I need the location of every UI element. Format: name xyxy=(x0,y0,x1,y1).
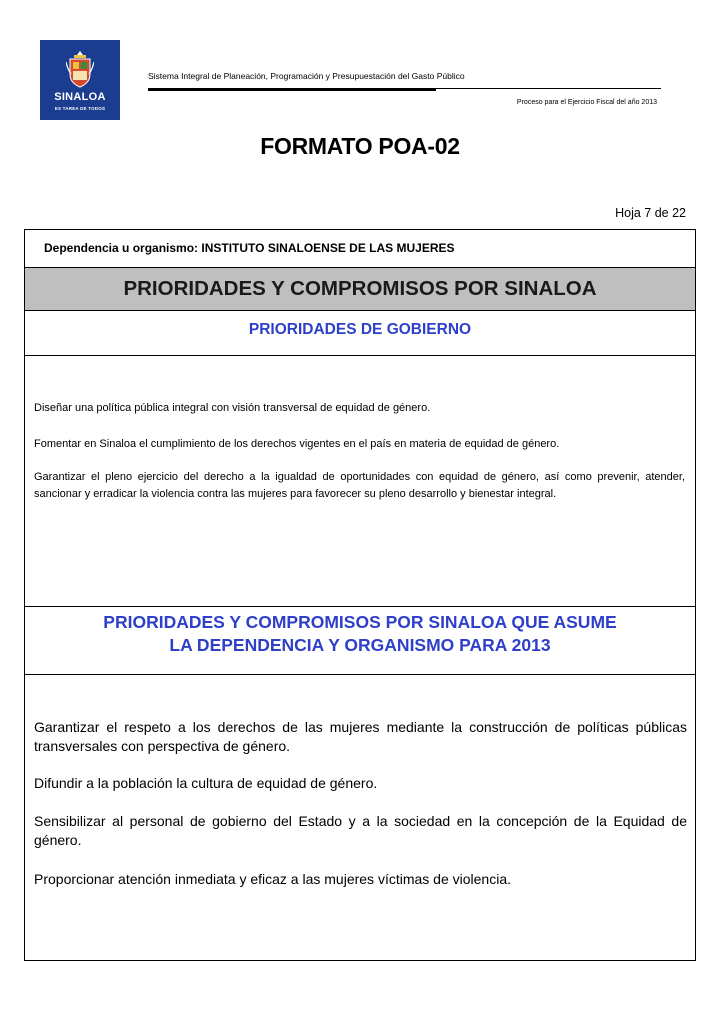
gov-priorities-list xyxy=(25,356,695,607)
commitments-heading-line2: LA DEPENDENCIA Y ORGANISMO PARA 2013 xyxy=(169,635,551,655)
list-item: Proporcionar atención inmediata y eficaz a las mujeres víctimas de violencia. xyxy=(34,871,512,887)
list-item: Garantizar el respeto a los derechos de las mujeres mediante la construcción de políticas públicas transversales con perspectiva de género. xyxy=(34,719,687,754)
dependency-row xyxy=(25,230,695,268)
logo-tagline: ES TAREA DE TODOS xyxy=(54,106,106,111)
commitments-list xyxy=(25,675,695,960)
list-item: Garantizar el pleno ejercicio del derecho a la igualdad de oportunidades con equidad de género, así como prevenir, atender, sancionar y erradicar la violencia contra las mujeres para favorecer su pleno desarrollo y bienestar integral. xyxy=(34,471,685,500)
dependency-value: INSTITUTO SINALOENSE DE LAS MUJERES xyxy=(201,241,455,255)
coat-of-arms-icon xyxy=(66,50,94,88)
list-item: Sensibilizar al personal de gobierno del Estado y a la sociedad en la concepción de la Equidad de género. xyxy=(34,813,687,848)
section-title: PRIORIDADES Y COMPROMISOS POR SINALOA xyxy=(25,268,695,311)
gov-priorities-heading: PRIORIDADES DE GOBIERNO xyxy=(25,311,695,356)
sinaloa-logo xyxy=(40,40,120,120)
commitments-heading xyxy=(25,607,695,675)
logo-name: SINALOA xyxy=(54,91,106,103)
sheet-number: Hoja 7 de 22 xyxy=(615,206,686,220)
header-rule-thick xyxy=(148,89,436,91)
list-item: Diseñar una política pública integral con visión transversal de equidad de género. xyxy=(34,402,431,414)
process-label: Proceso para el Ejercicio Fiscal del año 2013 xyxy=(516,99,657,106)
form-frame xyxy=(24,229,696,961)
commitments-heading-line1: PRIORIDADES Y COMPROMISOS POR SINALOA QUE ASUME xyxy=(103,612,617,632)
system-title: Sistema Integral de Planeación, Programación y Presupuestación del Gasto Público xyxy=(148,71,465,81)
form-title: FORMATO POA-02 xyxy=(260,133,460,159)
list-item: Difundir a la población la cultura de equidad de género. xyxy=(34,775,378,791)
list-item: Fomentar en Sinaloa el cumplimiento de los derechos vigentes en el país en materia de equidad de género. xyxy=(34,438,560,450)
dependency-label: Dependencia u organismo: xyxy=(44,241,199,255)
